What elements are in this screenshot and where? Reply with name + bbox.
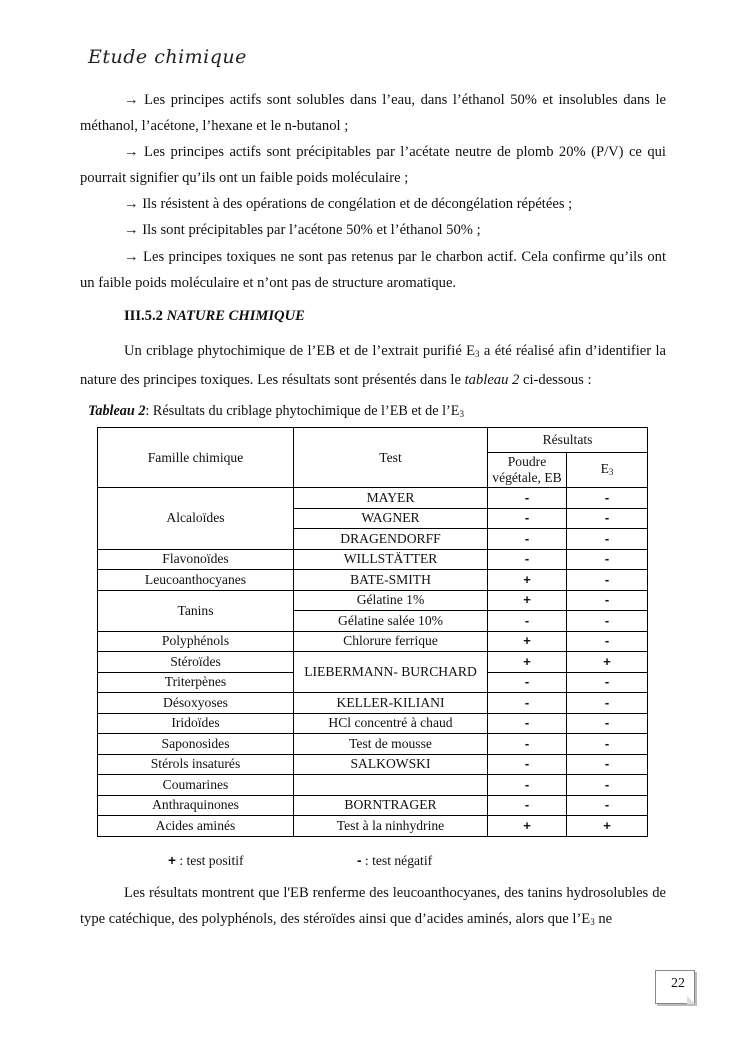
- test-cell: BATE-SMITH: [294, 570, 488, 591]
- family-cell: Leucoanthocyanes: [98, 570, 294, 591]
- table-row: [98, 631, 648, 652]
- e3-cell: -: [567, 713, 648, 734]
- e3-cell: -: [567, 570, 648, 591]
- eb-cell: -: [488, 488, 567, 509]
- e3-cell: -: [567, 529, 648, 550]
- bullet-paragraph-1: → Les principes actifs sont solubles dans l’eau, dans l’éthanol 50% et insolubles dans le méthanol, l’acétone, l’hexane et le n-butanol ;: [80, 92, 666, 134]
- table-row: [98, 549, 648, 570]
- arrow-icon: →: [124, 222, 139, 238]
- test-cell: Chlorure ferrique: [294, 631, 488, 652]
- arrow-icon: →: [124, 196, 139, 212]
- e3-cell: +: [567, 816, 648, 837]
- arrow-icon: →: [124, 92, 139, 108]
- table-row: [98, 754, 648, 775]
- bullet-paragraph-5: → Les principes toxiques ne sont pas retenus par le charbon actif. Cela confirme qu’ils ont un faible poids moléculaire et n’ont pas de structure aromatique.: [80, 249, 667, 291]
- header-e3: $E_3$: [567, 453, 648, 488]
- eb-cell: -: [488, 754, 567, 775]
- family-cell: Polyphénols: [98, 631, 294, 652]
- eb-cell: +: [488, 816, 567, 837]
- family-cell: Alcaloïdes: [98, 488, 294, 550]
- e3-cell: -: [567, 672, 648, 693]
- family-cell: Désoxyoses: [98, 693, 294, 714]
- table-row: [98, 713, 648, 734]
- test-cell: SALKOWSKI: [294, 754, 488, 775]
- eb-cell: -: [488, 693, 567, 714]
- running-header: Etude chimique: [88, 46, 247, 68]
- page-number-box: [655, 970, 695, 1004]
- e3-cell: -: [567, 795, 648, 816]
- table-row: [98, 795, 648, 816]
- family-cell: Acides aminés: [98, 816, 294, 837]
- legend-positive: + : test positif: [168, 853, 244, 868]
- test-cell: [294, 775, 488, 796]
- eb-cell: -: [488, 713, 567, 734]
- table-row: [98, 693, 648, 714]
- test-cell: BORNTRAGER: [294, 795, 488, 816]
- table-row: [98, 734, 648, 755]
- test-cell: WILLSTÄTTER: [294, 549, 488, 570]
- table-header-row: [98, 428, 648, 453]
- eb-cell: +: [488, 570, 567, 591]
- e3-cell: -: [567, 611, 648, 632]
- family-cell: Stéroïdes: [98, 652, 294, 673]
- e3-cell: -: [567, 590, 648, 611]
- e3-cell: -: [567, 631, 648, 652]
- eb-cell: +: [488, 590, 567, 611]
- header-results: Résultats: [488, 428, 648, 453]
- arrow-icon: →: [124, 249, 139, 265]
- e3-cell: -: [567, 775, 648, 796]
- e3-cell: -: [567, 754, 648, 775]
- family-cell: Tanins: [98, 590, 294, 631]
- results-table: [97, 427, 648, 837]
- e3-cell: +: [567, 652, 648, 673]
- family-cell: Flavonoïdes: [98, 549, 294, 570]
- family-cell: Triterpènes: [98, 672, 294, 693]
- section-heading: III.5.2 NATURE CHIMIQUE: [124, 308, 305, 324]
- header-test: Test: [294, 428, 488, 488]
- eb-cell: -: [488, 734, 567, 755]
- family-cell: Saponosides: [98, 734, 294, 755]
- eb-cell: -: [488, 549, 567, 570]
- bullet-paragraph-4: → Ils sont précipitables par l’acétone 50% et l’éthanol 50% ;: [124, 222, 481, 238]
- e3-cell: -: [567, 734, 648, 755]
- e3-cell: -: [567, 549, 648, 570]
- eb-cell: -: [488, 672, 567, 693]
- table-row: [98, 816, 648, 837]
- table-row: [98, 775, 648, 796]
- family-cell: Coumarines: [98, 775, 294, 796]
- test-cell: MAYER: [294, 488, 488, 509]
- conclusion-paragraph: Les résultats montrent que l'EB renferme des leucoanthocyanes, des tanins hydrosolubles de type catéchique, des polyphénols, des stéroïdes ainsi que d’acides aminés, alors que $l’E_3$ ne: [80, 885, 666, 927]
- family-cell: Iridoïdes: [98, 713, 294, 734]
- family-cell: Stérols insaturés: [98, 754, 294, 775]
- eb-cell: +: [488, 652, 567, 673]
- table-row: [98, 488, 648, 509]
- e3-cell: -: [567, 488, 648, 509]
- eb-cell: -: [488, 611, 567, 632]
- test-cell: DRAGENDORFF: [294, 529, 488, 550]
- table-row: [98, 652, 648, 673]
- test-cell: KELLER-KILIANI: [294, 693, 488, 714]
- e3-cell: -: [567, 693, 648, 714]
- table-caption: Tableau 2: Résultats du criblage phytochimique de l’EB et de $l’E_3$: [88, 403, 464, 419]
- e3-cell: -: [567, 508, 648, 529]
- table-row: [98, 570, 648, 591]
- test-cell: Test de mousse: [294, 734, 488, 755]
- header-eb: Poudre végétale, EB: [488, 453, 567, 488]
- test-cell: HCl concentré à chaud: [294, 713, 488, 734]
- test-cell: Gélatine 1%: [294, 590, 488, 611]
- eb-cell: -: [488, 529, 567, 550]
- eb-cell: +: [488, 631, 567, 652]
- bullet-paragraph-2: → Les principes actifs sont précipitables par l’acétate neutre de plomb 20% (P/V) ce qui pourrait signifier qu’ils ont un faible poids moléculaire ;: [80, 144, 666, 186]
- test-cell: LIEBERMANN- BURCHARD: [294, 652, 488, 693]
- arrow-icon: →: [124, 144, 139, 160]
- page-number: 22: [671, 976, 685, 991]
- intro-paragraph: Un criblage phytochimique de l’EB et de l’extrait purifié $E_3$ a été réalisé afin d’identifier la nature des principes toxiques. Les résultats sont présentés dans le tableau 2 ci-dessous :: [80, 343, 666, 388]
- header-family: Famille chimique: [98, 428, 294, 488]
- eb-cell: -: [488, 795, 567, 816]
- test-cell: WAGNER: [294, 508, 488, 529]
- eb-cell: -: [488, 508, 567, 529]
- page-fold-decoration: [687, 996, 695, 1004]
- test-cell: Test à la ninhydrine: [294, 816, 488, 837]
- table-row: [98, 590, 648, 611]
- family-cell: Anthraquinones: [98, 795, 294, 816]
- bullet-paragraph-3: → Ils résistent à des opérations de congélation et de décongélation répétées ;: [124, 196, 573, 212]
- test-cell: Gélatine salée 10%: [294, 611, 488, 632]
- legend-negative: - : test négatif: [357, 853, 433, 868]
- eb-cell: -: [488, 775, 567, 796]
